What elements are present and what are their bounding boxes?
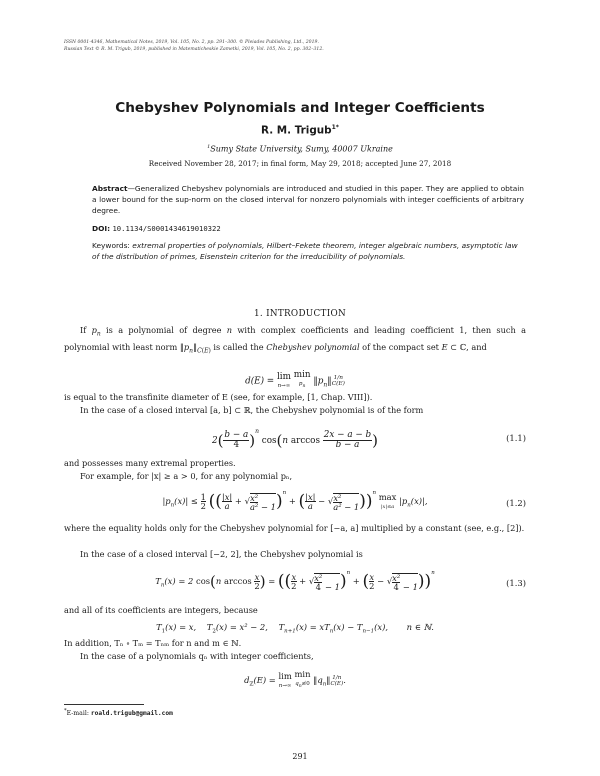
intro-paragraph-6: where the equality holds only for the Chebyshev polynomial for [−a, a] multiplied by a constant (see, e.g., [2]). <box>64 523 525 533</box>
received-dates: Received November 28, 2017; in final form, May 29, 2018; accepted June 27, 2018 <box>148 159 452 168</box>
footnote-email-link[interactable]: roald.trigub@gmail.com <box>90 710 173 718</box>
keywords-text: extremal properties of polynomials, Hilbert–Fekete theorem, integer algebraic numbers, asymptotic law of the distribution of primes, Eisenstein criterion for the irreducibility of polynomials. <box>92 241 518 261</box>
intro-paragraph-3: In the case of a closed interval [a, b] ⊂ ℝ, the Chebyshev polynomial is of the form <box>80 405 424 415</box>
intro-paragraph-9: In addition, Tₙ ∘ Tₘ = Tₙₘ for n and m ∈ ℕ. <box>64 638 242 648</box>
abstract-label: Abstract <box>92 184 128 193</box>
abstract-text: —Generalized Chebyshev polynomials are introduced and studied in this paper. They are applied to obtain a lower bound for the sup-norm on the closed interval for nonzero polynomials with integer coefficients of arbitrary degree. <box>92 184 524 215</box>
page-number: 291 <box>292 752 308 761</box>
journal-header-line1: ISSN 0001-4346, Mathematical Notes, 2019, Vol. 105, No. 2, pp. 291–300. © Pleiades Publishing, Ltd., 2019. <box>64 40 319 45</box>
equation-transfinite-diameter: d(E) = lim n→∞ min $p_n$ $‖p_n‖$ 1/n C(E) <box>245 370 345 390</box>
intro-paragraph-10: In the case of a polynomials qₙ with integer coefficients, <box>80 651 314 661</box>
keywords <box>92 240 524 262</box>
equation-1-2: $|p_n(x)|$ ≤ $\frac{1}{2}$ (( $\frac{|x|}{a}$ + √ $\frac{\text{x²}}{\text{a²}} - 1)^n$ + ( $\frac{|x|}{a}$ − √ $\frac{\text{x²}}{\text{a²}} - 1))^n$ max |x|≤a $|p_n(x)|$, <box>162 490 428 512</box>
author-name: R. M. Trigub <box>261 124 332 137</box>
para1-text-f: of the compact set <box>362 341 439 352</box>
keywords-label: Keywords: <box>92 241 130 250</box>
affiliation-mark: 1 <box>207 144 211 150</box>
journal-header-line2: Russian Text © R. M. Trigub, 2019, published in Matematicheskie Zametki, 2019, Vol. 105, No. 2, pp. 302–312. <box>64 47 324 52</box>
footnote <box>64 708 173 717</box>
intro-paragraph-8: and all of its coefficients are integers, because <box>64 605 258 615</box>
author-marks: 1* <box>331 124 339 131</box>
intro-paragraph-1: If $p_n$ is a polynomial of degree n with complex coefficients and leading coefficient 1, then such a polynomial with least norm $‖p_n‖_{C(E)}$ is called the Chebyshev polynomial of the compact set E ⊂ ℂ, and <box>64 325 526 355</box>
para1-term: Chebyshev polynomial <box>266 341 360 352</box>
author-line <box>0 124 600 136</box>
affiliation-text: Sumy State University, Sumy, 40007 Ukraine <box>210 144 393 154</box>
intro-paragraph-2: is equal to the transfinite diameter of E (see, for example, [1, Chap. VIII]). <box>64 392 373 402</box>
section-heading: 1. INTRODUCTION <box>253 309 346 319</box>
equation-1-1: 2( $\frac{b - a}{4})^n$ cos(n arccos $\frac{2x - a - b}{b - a}$) <box>211 428 379 450</box>
equation-number-1-2: (1.2) <box>506 498 526 508</box>
doi-label: DOI: <box>92 224 111 233</box>
intro-paragraph-7: In the case of a closed interval [−2, 2], the Chebyshev polynomial is <box>80 549 363 559</box>
equation-1-3: $T_n(x) = 2$ cos(n arccos $\frac{x}{2}$) = (( $\frac{x}{2}$ + √ $\frac{\text{x²}}{4} - 1)^n$ + ( $\frac{x}{2}$ − √ $\frac{\text{x²}}{4} - 1))^n$ <box>155 570 435 592</box>
intro-paragraph-4: and possesses many extremal properties. <box>64 458 236 468</box>
doi <box>92 224 221 233</box>
equation-recurrence: $T_1(x) = x$, $T_2(x) = x^2 - 2$, $T_{n+1}(x) = xT_n(x) - T_{n-1}(x)$, n ∈ ℕ. <box>156 622 434 635</box>
intro-paragraph-5: For example, for |x| ≥ a > 0, for any polynomial pₙ, <box>80 471 293 481</box>
para1-text-b: is a polynomial of degree <box>106 325 222 335</box>
para1-text-a: If <box>80 325 87 335</box>
footnote-label: E-mail: <box>66 710 89 718</box>
equation-number-1-1: (1.1) <box>506 433 526 443</box>
equation-number-1-3: (1.3) <box>506 578 526 588</box>
para1-text-c: with complex coefficients and leading coefficient 1, then such a polynomial with least norm <box>64 325 526 352</box>
equation-integer-diameter: $d_ℤ(E) = \lim$ n→∞ min $q_n≢0$ $‖q_n‖$ 1/n C(E). <box>244 669 346 690</box>
footnote-rule <box>64 704 144 705</box>
doi-link[interactable]: 10.1134/S0001434619010322 <box>112 224 221 233</box>
abstract <box>92 184 524 216</box>
footnote-mark: * <box>64 708 67 714</box>
affiliation <box>0 144 600 154</box>
paper-title: Chebyshev Polynomials and Integer Coefficients <box>115 100 485 116</box>
para1-text-g: and <box>471 341 487 352</box>
para1-text-d: is called the <box>213 341 264 352</box>
